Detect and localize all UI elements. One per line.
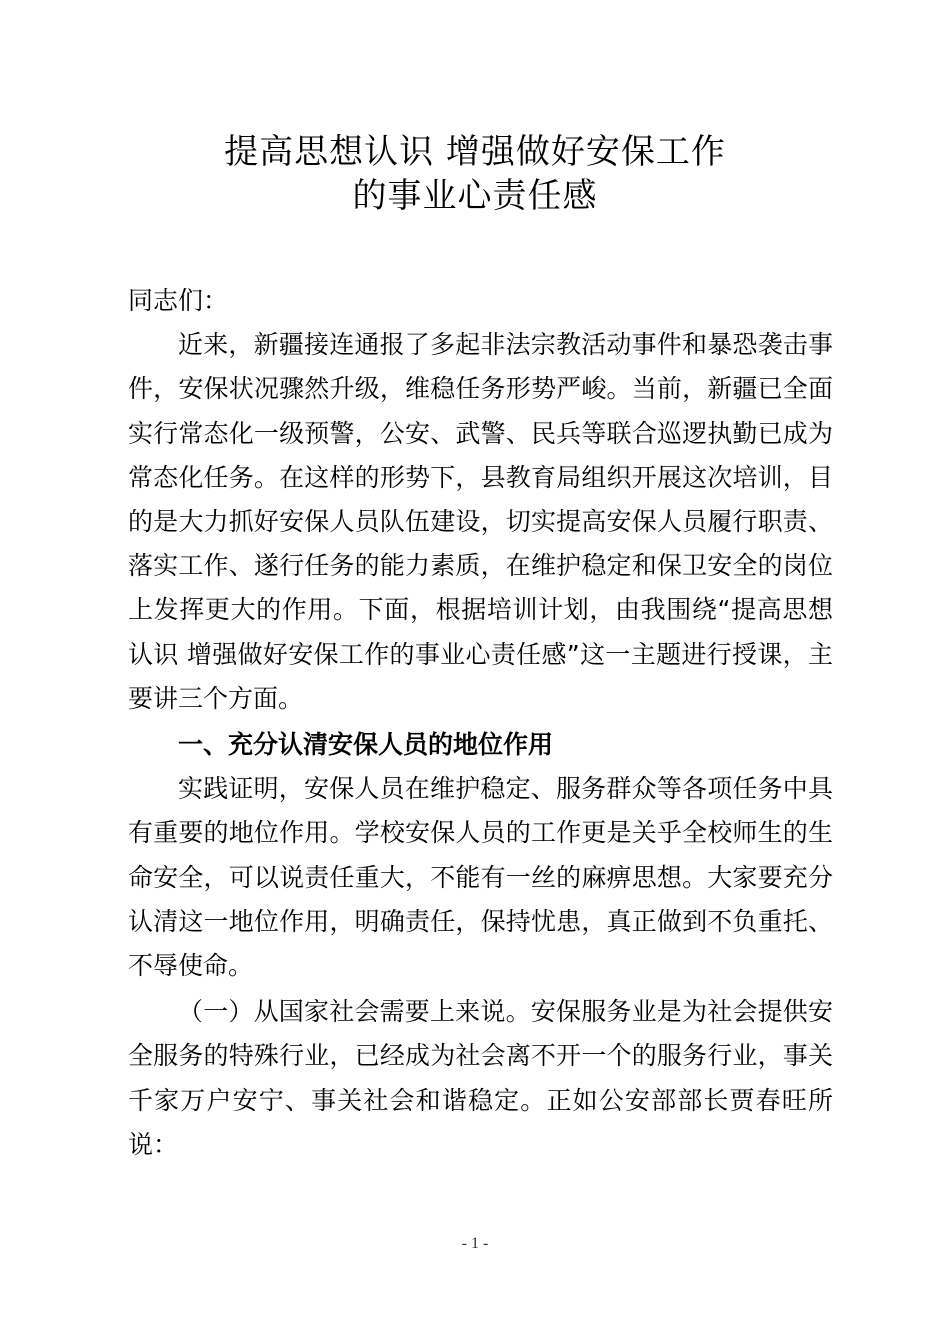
subsection-1-text: 安保服务业是为社会提供安全服务的特殊行业，已经成为社会离不开一个的服务行业，事关千家万户安宁、事关社会和谐稳定。正如公安部部长贾春旺所说： [128,997,833,1159]
salutation: 同志们： [128,286,229,315]
page-number: - 1 - [461,1235,489,1252]
document-title-line-1: 提高思想认识 增强做好安保工作 [224,132,726,172]
paragraph-subsection-1 [128,990,833,1167]
paragraph-intro: 近来，新疆接连通报了多起非法宗教活动事件和暴恐袭击事件，安保状况骤然升级，维稳任务形势严峻。当前，新疆已全面实行常态化一级预警，公安、武警、民兵等联合巡逻执勤已成为常态化任务。在这样的形势下，县教育局组织开展这次培训，目的是大力抓好安保人员队伍建设，切实提高安保人员履行职责、落实工作、遂行任务的能力素质，在维护稳定和保卫安全的岗位上发挥更大的作用。下面，根据培训计划，由我围绕“提高思想认识 增强做好安保工作的事业心责任感”这一主题进行授课，主要讲三个方面。 [128,330,833,713]
section-heading-1: 一、充分认清安保人员的地位作用 [178,730,554,760]
document-body [128,279,833,1167]
subsection-heading-1: （一）从国家社会需要上来说。 [178,997,531,1027]
document-title-line-2: 的事业心责任感 [352,176,598,216]
paragraph-section-1: 实践证明，安保人员在维护稳定、服务群众等各项任务中具有重要的地位作用。学校安保人员的工作更是关乎全校师生的生命安全，可以说责任重大，不能有一丝的麻痹思想。大家要充分认清这一地位作用，明确责任，保持忧患，真正做到不负重托、不辱使命。 [128,774,833,981]
